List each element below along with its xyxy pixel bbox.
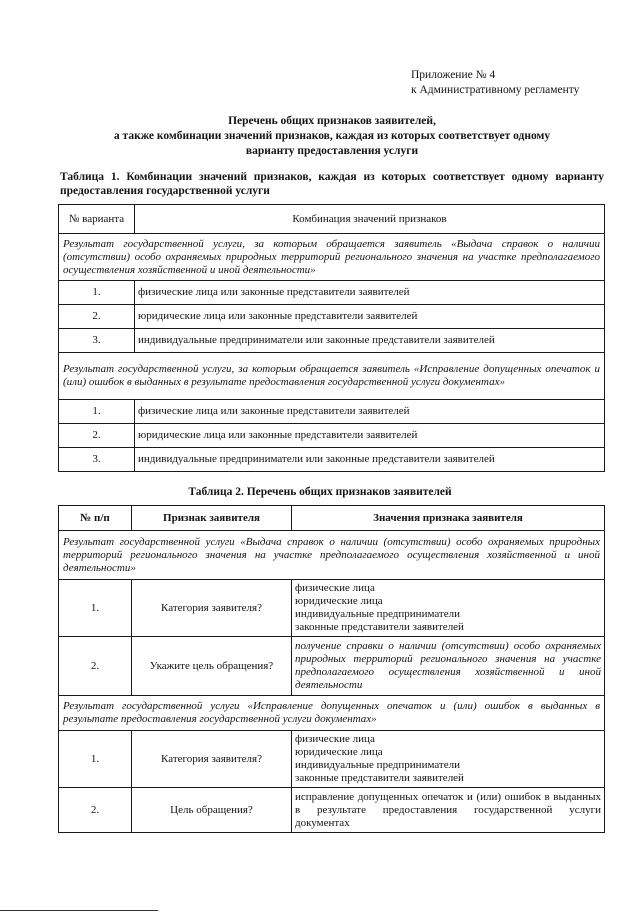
attribute-values xyxy=(292,580,605,637)
attribute-value: индивидуальные предприниматели xyxy=(295,759,460,771)
table1-caption: Таблица 1. Комбинации значений признаков, каждая из которых соответствует одному варианту предоставления государственной услуги xyxy=(60,171,604,197)
attribute-number: 1. xyxy=(59,580,132,637)
table-row xyxy=(59,788,605,833)
table2-section-row xyxy=(59,696,605,731)
attribute-value: законные представители заявителей xyxy=(295,621,464,633)
table-row xyxy=(59,329,605,353)
variant-number: 2. xyxy=(59,305,135,329)
attribute-name: Категория заявителя? xyxy=(132,731,292,788)
title-line-3: варианту предоставления услуги xyxy=(245,145,419,157)
table1-header-combination: Комбинация значений признаков xyxy=(135,205,605,234)
table2-section-row xyxy=(59,531,605,580)
attribute-number: 2. xyxy=(59,788,132,833)
attribute-value: юридические лица xyxy=(295,595,383,607)
variant-combination: индивидуальные предприниматели или законные представители заявителей xyxy=(135,448,605,472)
attribute-number: 1. xyxy=(59,731,132,788)
title-line-2: а также комбинации значений признаков, каждая из которых соответствует одному xyxy=(113,130,551,142)
variant-number: 2. xyxy=(59,424,135,448)
variant-number: 3. xyxy=(59,448,135,472)
appendix-reference xyxy=(411,68,579,98)
attribute-values xyxy=(292,731,605,788)
table1-section-row xyxy=(59,234,605,281)
document-title xyxy=(60,114,604,159)
attribute-value: получение справки о наличии (отсутствии) особо охраняемых природных территорий регионального значения на участке предполагаемого осуществления хозяйственной и иной деятельности xyxy=(292,637,605,696)
attribute-value: физические лица xyxy=(295,582,375,594)
attribute-value: исправление допущенных опечаток и (или) ошибок в выданных в результате предоставления государственной услуги документах xyxy=(292,788,605,833)
table1-section2-result: Результат государственной услуги, за которым обращается заявитель «Исправление допущенных опечаток и (или) ошибок в выданных в результате предоставления государственной услуги документах» xyxy=(59,353,605,400)
table-row xyxy=(59,281,605,305)
table-row xyxy=(59,400,605,424)
variant-combination: физические лица или законные представители заявителей xyxy=(135,281,605,305)
table-row xyxy=(59,637,605,696)
table-row xyxy=(59,731,605,788)
table2-section1-result: Результат государственной услуги «Выдача справок о наличии (отсутствии) особо охраняемых природных территорий регионального значения на участке предполагаемого осуществления хозяйственной и иной деятельности» xyxy=(59,531,605,580)
table1-combinations xyxy=(58,204,605,472)
table1-header-number: № варианта xyxy=(59,205,135,234)
footnote-separator xyxy=(0,910,158,911)
table2-header-values: Значения признака заявителя xyxy=(292,506,605,531)
table2-header-row xyxy=(59,506,605,531)
table-row xyxy=(59,424,605,448)
attribute-value: индивидуальные предприниматели xyxy=(295,608,460,620)
appendix-regulation: к Административному регламенту xyxy=(411,84,580,96)
appendix-number: Приложение № 4 xyxy=(411,69,496,81)
attribute-number: 2. xyxy=(59,637,132,696)
attribute-value: юридические лица xyxy=(295,746,383,758)
variant-number: 1. xyxy=(59,281,135,305)
variant-number: 3. xyxy=(59,329,135,353)
table-row xyxy=(59,448,605,472)
attribute-name: Укажите цель обращения? xyxy=(132,637,292,696)
table1-section1-result: Результат государственной услуги, за которым обращается заявитель «Выдача справок о наличии (отсутствии) особо охраняемых природных территорий регионального значения на участке предполагаемого осуществления хозяйственной и иной деятельности» xyxy=(59,234,605,281)
attribute-value: законные представители заявителей xyxy=(295,772,464,784)
table2-caption: Таблица 2. Перечень общих признаков заявителей xyxy=(188,486,452,498)
table-row xyxy=(59,580,605,637)
attribute-name: Категория заявителя? xyxy=(132,580,292,637)
table1-header-row xyxy=(59,205,605,234)
variant-number: 1. xyxy=(59,400,135,424)
variant-combination: юридические лица или законные представители заявителей xyxy=(135,305,605,329)
attribute-name: Цель обращения? xyxy=(132,788,292,833)
table2-attributes xyxy=(58,505,605,833)
variant-combination: индивидуальные предприниматели или законные представители заявителей xyxy=(135,329,605,353)
variant-combination: физические лица или законные представители заявителей xyxy=(135,400,605,424)
attribute-value: физические лица xyxy=(295,733,375,745)
table1-section-row xyxy=(59,353,605,400)
title-line-1: Перечень общих признаков заявителей, xyxy=(228,115,436,127)
table2-header-attribute: Признак заявителя xyxy=(132,506,292,531)
table2-section2-result: Результат государственной услуги «Исправление допущенных опечаток и (или) ошибок в выданных в результате предоставления государственной услуги документах» xyxy=(59,696,605,731)
table2-header-number: № п/п xyxy=(59,506,132,531)
variant-combination: юридические лица или законные представители заявителей xyxy=(135,424,605,448)
table-row xyxy=(59,305,605,329)
